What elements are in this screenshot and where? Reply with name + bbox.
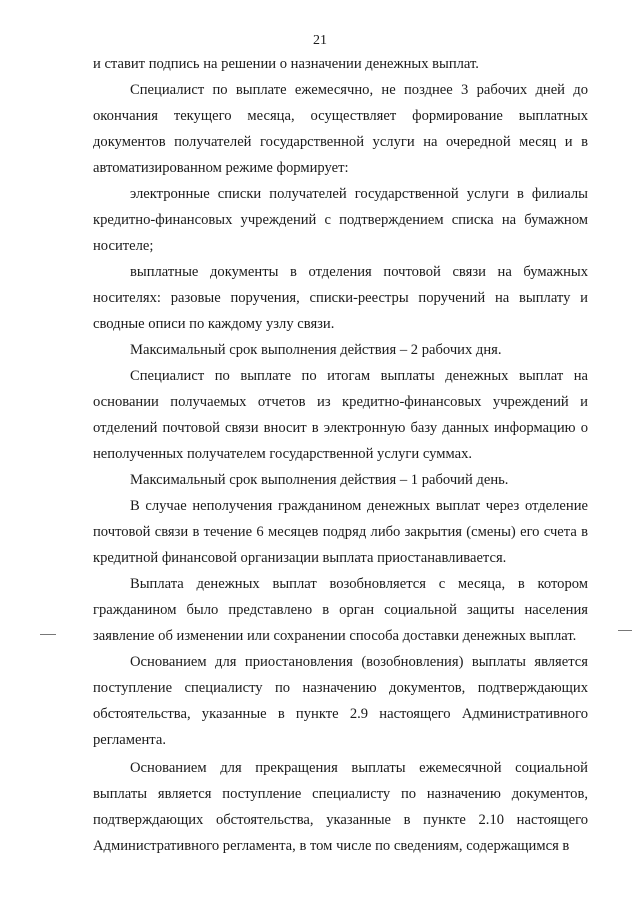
paragraph-3: электронные списки получателей государственной услуги в филиалы кредитно-финансовых учреждений с подтверждением списка на бумажном носителе; — [93, 186, 588, 254]
page-number: 21 — [313, 33, 327, 48]
document-body — [93, 51, 588, 859]
scan-mark-right — [618, 630, 632, 631]
paragraph-11: Основанием для прекращения выплаты ежемесячной социальной выплаты является поступление специалисту по назначению документов, подтверждающих обстоятельства, указанные в пункте 2.10 настоящего Административного регламента, в том числе по сведениям, содержащимся в — [93, 760, 588, 854]
paragraph-4: выплатные документы в отделения почтовой связи на бумажных носителях: разовые поручения, списки-реестры поручений на выплату и сводные описи по каждому узлу связи. — [93, 264, 588, 332]
paragraph-5: Максимальный срок выполнения действия – 2 рабочих дня. — [130, 342, 502, 358]
paragraph-6: Специалист по выплате по итогам выплаты денежных выплат на основании получаемых отчетов из кредитно-финансовых учреждений и отделений почтовой связи вносит в электронную базу данных информацию о неполученных получателем государственной услуги суммах. — [93, 368, 588, 462]
paragraph-2: Специалист по выплате ежемесячно, не позднее 3 рабочих дней до окончания текущего месяца, осуществляет формирование выплатных документов получателей государственной услуги на очередной месяц и в автоматизированном режиме формирует: — [93, 82, 588, 176]
scan-mark-left — [40, 634, 56, 635]
paragraph-7: Максимальный срок выполнения действия – 1 рабочий день. — [130, 472, 509, 488]
paragraph-1: и ставит подпись на решении о назначении денежных выплат. — [93, 56, 479, 72]
paragraph-9: Выплата денежных выплат возобновляется с месяца, в котором гражданином было представлено в орган социальной защиты населения заявление об изменении или сохранении способа доставки денежных выплат. — [93, 576, 588, 644]
paragraph-10: Основанием для приостановления (возобновления) выплаты является поступление специалисту по назначению документов, подтверждающих обстоятельства, указанные в пункте 2.9 настоящего Административного регламента. — [93, 654, 588, 748]
paragraph-8: В случае неполучения гражданином денежных выплат через отделение почтовой связи в течение 6 месяцев подряд либо закрытия (смены) его счета в кредитной финансовой организации выплата приостанавливается. — [93, 498, 588, 566]
